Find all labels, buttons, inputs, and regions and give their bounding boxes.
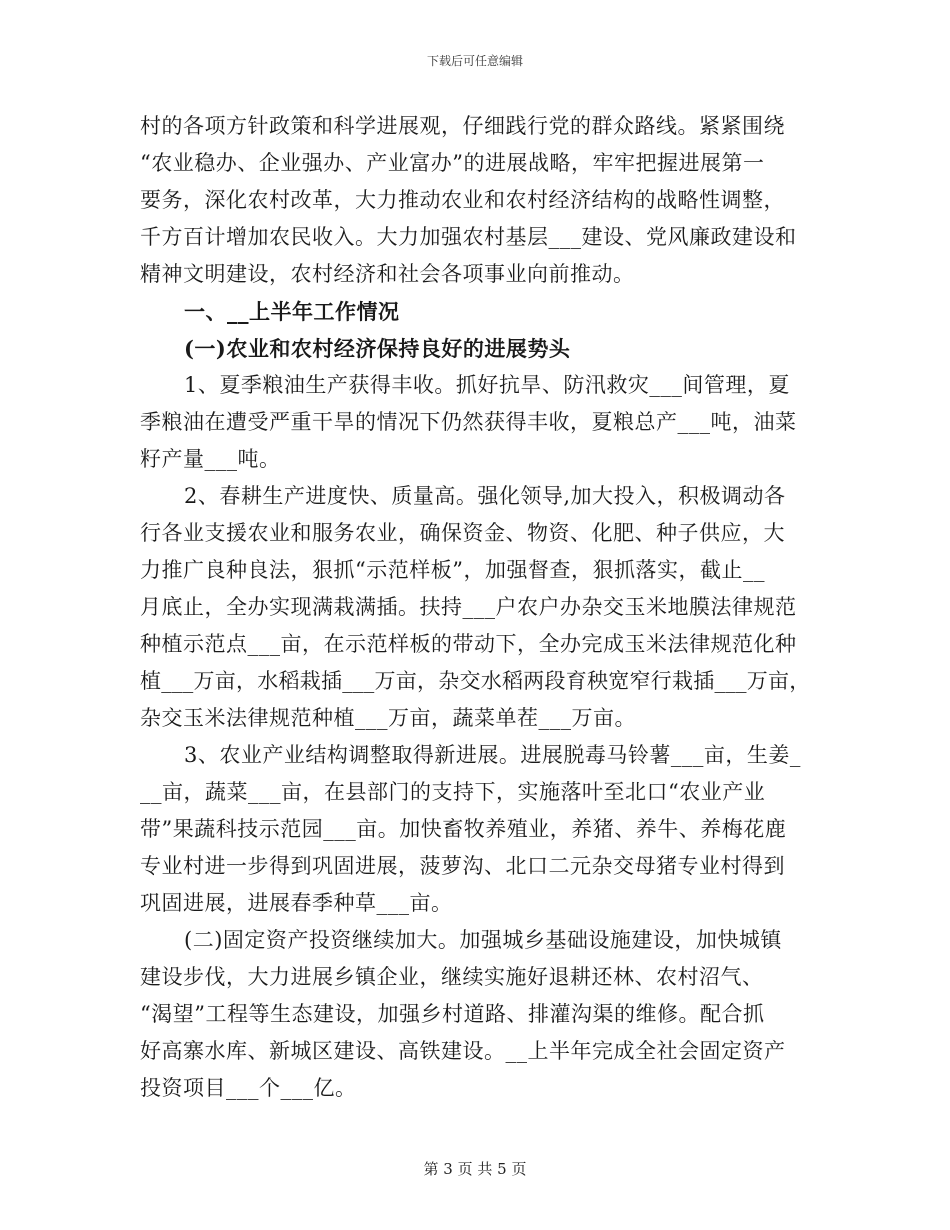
paragraph-line: 力推广良种良法，狠抓“示范样板”，加强督查，狠抓落实，截止__ (140, 558, 765, 582)
paragraph-line: 带”果蔬科技示范园___亩。加快畜牧养殖业，养猪、养牛、养梅花鹿 (140, 817, 787, 841)
paragraph-line: 要务，深化农村改革，大力推动农业和农村经济结构的战略性调整， (140, 188, 785, 212)
paragraph-line: 月底止，全办实现满栽满插。扶持___户农户办杂交玉米地膜法律规范 (140, 595, 797, 619)
header-note: 下载后可任意编辑 (426, 54, 523, 68)
paragraph-line: 巩固进展，进展春季种草___亩。 (140, 891, 453, 915)
paragraph-line: 建设步伐，大力进展乡镇企业，继续实施好退耕还林、农村沼气、 (140, 965, 764, 989)
paragraph-line: 杂交玉米法律规范种植___万亩，蔬菜单茬___万亩。 (140, 706, 636, 730)
paragraph-line: 籽产量___吨。 (140, 447, 281, 471)
paragraph-line: 行各业支援农业和服务农业，确保资金、物资、化肥、种子供应，大 (140, 521, 785, 545)
paragraph-line: 投资项目___个___亿。 (140, 1076, 357, 1100)
paragraph-line: 2、春耕生产进度快、质量高。强化领导,加大投入，积极调动各 (184, 484, 786, 508)
paragraph-line: 1、夏季粮油生产获得丰收。抓好抗旱、防汛救灾___间管理，夏 (184, 373, 790, 397)
paragraph-line: 种植示范点___亩，在示范样板的带动下，全办完成玉米法律规范化种 (140, 632, 797, 656)
paragraph-line: 千方百计增加农民收入。大力加强农村基层___建设、党风廉政建设和 (140, 225, 797, 249)
paragraph-line: 村的各项方针政策和科学进展观，仔细践行党的群众路线。紧紧围绕 (140, 114, 785, 138)
paragraph-line: (二)固定资产投资继续加大。加强城乡基础设施建设，加快城镇 (184, 928, 782, 952)
section-heading: (一)农业和农村经济保持良好的进展势头 (184, 336, 571, 361)
page-footer: 第 3 页 共 5 页 (423, 1160, 527, 1178)
paragraph-line: “农业稳办、企业强办、产业富办”的进展战略，牢牢把握进展第一 (140, 151, 765, 175)
section-heading: 一、__上半年工作情况 (184, 299, 400, 324)
body-text (140, 108, 816, 1107)
paragraph-line: 精神文明建设，农村经济和社会各项事业向前推动。 (140, 262, 635, 286)
paragraph-line: 植___万亩，水稻栽插___万亩，杂交水稻两段育秧宽窄行栽插___万亩， (140, 669, 811, 693)
paragraph-line: __亩，蔬菜___亩，在县部门的支持下，实施落叶至北口“农业产业 (140, 780, 766, 804)
paragraph-line: 专业村进一步得到巩固进展，菠萝沟、北口二元杂交母猪专业村得到 (140, 854, 785, 878)
paragraph-line: 季粮油在遭受严重干旱的情况下仍然获得丰收，夏粮总产___吨，油菜 (140, 410, 797, 434)
paragraph-line: 3、农业产业结构调整取得新进展。进展脱毒马铃薯___亩，生姜_ (184, 743, 801, 767)
paragraph-line: “渴望”工程等生态建设，加强乡村道路、排灌沟渠的维修。配合抓 (140, 1002, 765, 1026)
paragraph-line: 好高寨水库、新城区建设、高铁建设。__上半年完成全社会固定资产 (140, 1039, 786, 1063)
